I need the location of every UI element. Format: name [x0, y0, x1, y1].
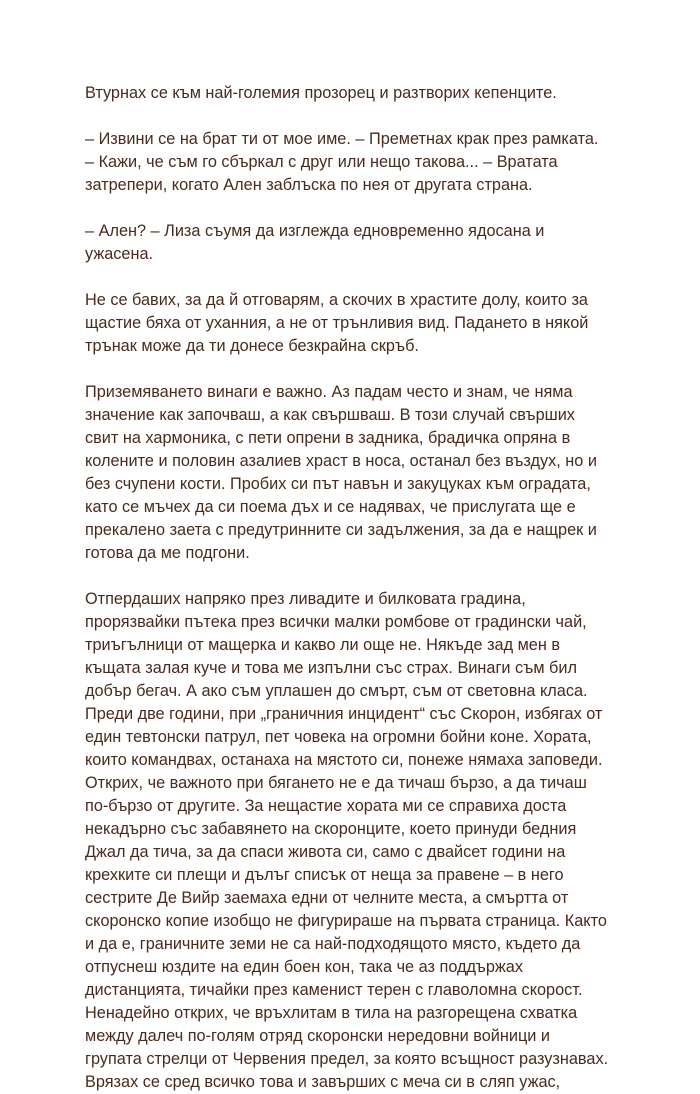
text-line: – Извини се на брат ти от мое име. – Преметнах крак през рамката. — [85, 130, 599, 148]
text-line: щастие бяха от уханния, а не от трънливия вид. Падането в някой — [85, 314, 589, 332]
text-line: готова да ме подгони. — [85, 544, 250, 562]
text-line: прорязвайки пътека през всички малки ромбове от градински чай, — [85, 613, 587, 631]
text-line: ужасена. — [85, 245, 154, 263]
text-line: един тевтонски патрул, пет човека на огромни бойни коне. Хората, — [85, 728, 592, 746]
text-line: по-бързо от другите. За нещастие хората ми се справиха доста — [85, 797, 567, 815]
text-line: между далеч по-голям отряд скоронски нередовни войници и — [85, 1027, 551, 1045]
text-line: дистанцията, тичайки през каменист терен с главоломна скорост. — [85, 981, 583, 999]
text-line: прекалено заета с предутринните си задължения, за да е нащрек и — [85, 521, 597, 539]
text-line: Отпердаших напряко през ливадите и билковата градина, — [85, 590, 526, 608]
paragraph — [85, 220, 625, 266]
text-line: и да е, граничните земи не са най-подходящото място, където да — [85, 935, 581, 953]
text-line: трънак може да ти донесе безкрайна скръб. — [85, 337, 419, 355]
text-line: – Кажи, че съм го сбъркал с друг или нещо такова... – Вратата — [85, 153, 558, 171]
text-line: групата стрелци от Червения предел, за която всъщност разузнавах. — [85, 1050, 609, 1068]
text-line: колените и половин азалиев храст в носа, останал без въздух, но и — [85, 452, 597, 470]
text-line: некадърно със забавянето на скоронците, което принуди бедния — [85, 820, 577, 838]
text-line: къщата залая куче и това ме изпълни със страх. Винаги съм бил — [85, 659, 577, 677]
text-line: значение как започваш, а как свършваш. В този случай свърших — [85, 406, 575, 424]
paragraph — [85, 381, 625, 565]
text-line: Не се бавих, за да й отговарям, а скочих в храстите долу, които за — [85, 291, 588, 309]
text-line: – Ален? – Лиза съумя да изглежда едновременно ядосана и — [85, 222, 545, 240]
paragraph — [85, 588, 625, 1094]
text-column — [85, 82, 625, 1094]
text-line: без счупени кости. Пробих си път навън и закуцуках към оградата, — [85, 475, 591, 493]
text-line: скоронско копие изобщо не фигурираше на първата страница. Както — [85, 912, 607, 930]
paragraph — [85, 128, 625, 197]
text-line: Врязах се сред всичко това и завърших с меча си в сляп ужас, — [85, 1073, 561, 1091]
text-line: Открих, че важното при бягането не е да тичаш бързо, а да тичаш — [85, 774, 587, 792]
text-line: Приземяването винаги е важно. Аз падам често и знам, че няма — [85, 383, 573, 401]
text-line: Ненадейно открих, че връхлитам в тила на разгорещена схватка — [85, 1004, 578, 1022]
text-line: Джал да тича, за да спаси живота си, само с двайсет години на — [85, 843, 566, 861]
text-line: триъгълници от мащерка и какво ли още не. Някъде зад мен в — [85, 636, 561, 654]
text-line: сестрите Де Вийр заемаха едни от челните места, а смъртта от — [85, 889, 569, 907]
text-line: свит на хармоника, с пети опрени в задника, брадичка опряна в — [85, 429, 571, 447]
text-line: затрепери, когато Ален заблъска по нея от другата страна. — [85, 176, 533, 194]
text-line: отпуснеш юздите на един боен кон, така че аз поддържах — [85, 958, 523, 976]
text-line: крехките си плещи и дълъг списък от неща за правене – в него — [85, 866, 564, 884]
text-line: като се мъчех да си поема дъх и се надявах, че прислугата ще е — [85, 498, 576, 516]
text-line: добър бегач. А ако съм уплашен до смърт, съм от световна класа. — [85, 682, 588, 700]
text-line: Втурнах се към най-големия прозорец и разтворих кепенците. — [85, 84, 557, 102]
paragraph — [85, 289, 625, 358]
text-line: които командвах, останаха на мястото си, понеже нямаха заповеди. — [85, 751, 603, 769]
text-line: Преди две години, при „граничния инцидент“ със Скорон, избягах от — [85, 705, 603, 723]
paragraph — [85, 82, 625, 105]
